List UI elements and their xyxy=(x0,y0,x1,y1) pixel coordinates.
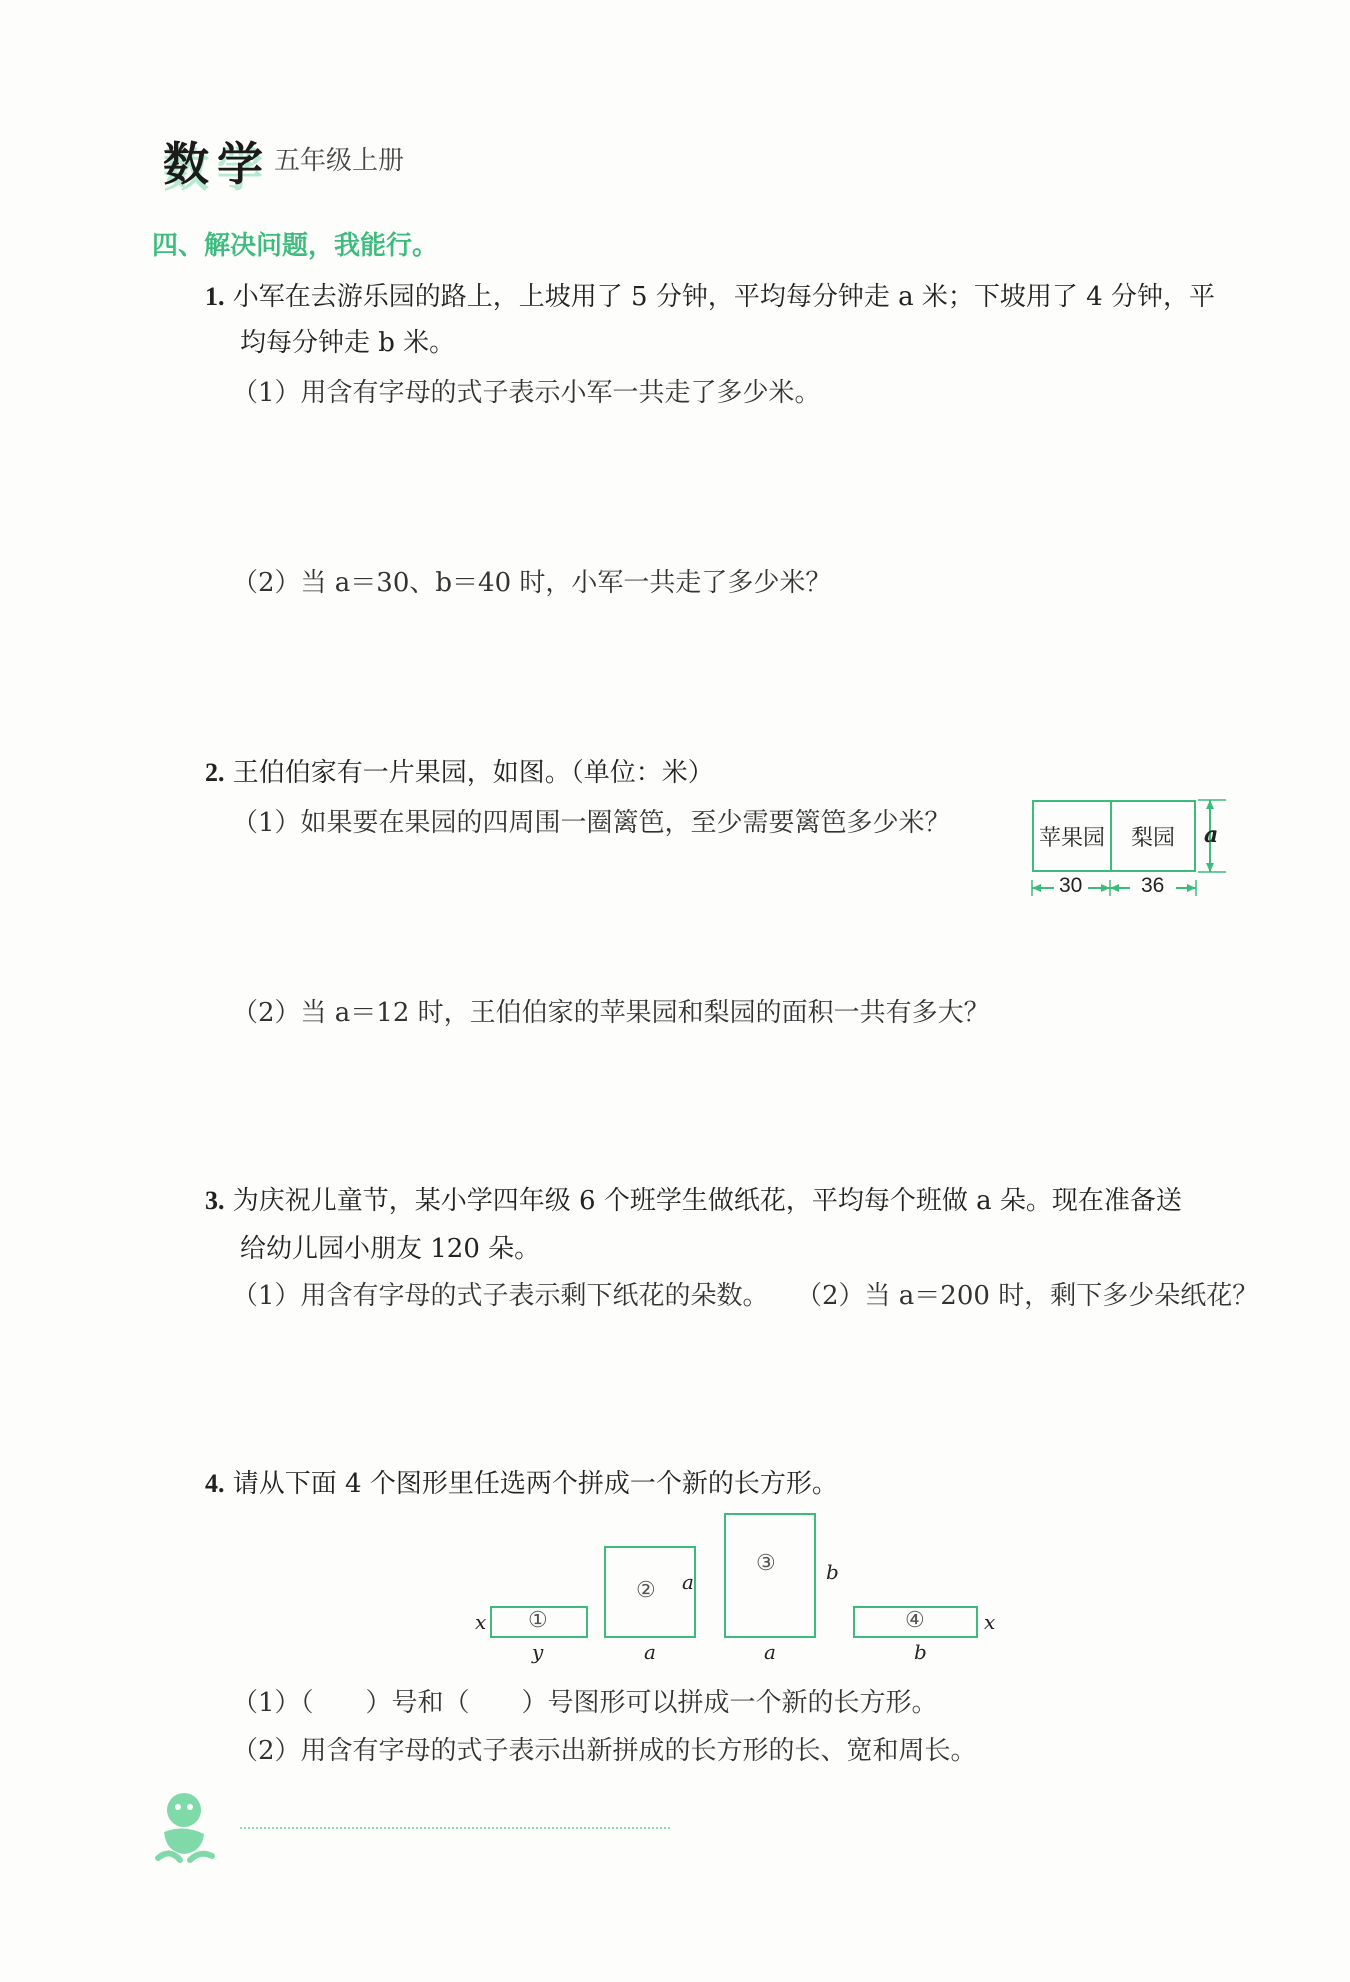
shape-4 xyxy=(853,1606,978,1638)
q3-sub2: （2）当 a＝200 时，剩下多少朵纸花？ xyxy=(796,1281,1259,1311)
shape-1-bottom-var: y xyxy=(532,1640,544,1664)
apple-width-label: 30 xyxy=(1059,874,1083,897)
shape-2-side-var: a xyxy=(682,1570,694,1594)
shape-2-bottom-var: a xyxy=(644,1640,656,1664)
q1-line2: 均每分钟走 b 米。 xyxy=(240,328,456,358)
q4-text-1: 请从下面 4 个图形里任选两个拼成一个新的长方形。 xyxy=(232,1469,838,1499)
shape-4-label: ④ xyxy=(905,1608,925,1633)
section-title: 四、解决问题，我能行。 xyxy=(152,231,439,261)
shape-4-side-var: x xyxy=(984,1610,996,1634)
shape-1-side-var: x xyxy=(475,1610,487,1634)
shape-3-label: ③ xyxy=(756,1551,776,1576)
q2-number: 2. xyxy=(205,758,225,787)
q1-number: 1. xyxy=(205,282,225,311)
q1-text-1: 小军在去游乐园的路上，上坡用了 5 分钟，平均每分钟走 a 米；下坡用了 4 分钟，平 xyxy=(232,282,1215,312)
q1-sub1: （1）用含有字母的式子表示小军一共走了多少米。 xyxy=(232,378,821,408)
pear-width-label: 36 xyxy=(1141,874,1165,897)
shape-2-label: ② xyxy=(636,1578,656,1603)
subject-title: 数学 xyxy=(163,137,271,191)
q1-line1 xyxy=(205,276,1215,313)
orchard-height-var: a xyxy=(1204,822,1219,848)
q3-line2: 给幼儿园小朋友 120 朵。 xyxy=(240,1234,541,1264)
grade-label: 五年级上册 xyxy=(274,146,405,176)
shape-4-bottom-var: b xyxy=(914,1640,927,1664)
shape-3 xyxy=(724,1513,816,1638)
q4-number: 4. xyxy=(205,1469,225,1498)
q4-sub1: （1）（ ）号和（ ）号图形可以拼成一个新的长方形。 xyxy=(232,1688,938,1718)
shape-3-side-var: b xyxy=(826,1560,839,1584)
q2-sub2: （2）当 a＝12 时，王伯伯家的苹果园和梨园的面积一共有多大？ xyxy=(232,998,990,1028)
q2-sub1: （1）如果要在果园的四周围一圈篱笆，至少需要篱笆多少米？ xyxy=(232,808,951,838)
pear-orchard-cell: 梨园 xyxy=(1110,800,1196,872)
q3-line1 xyxy=(205,1180,1182,1217)
q3-number: 3. xyxy=(205,1186,225,1215)
apple-orchard-cell: 苹果园 xyxy=(1032,800,1112,872)
q4-line1 xyxy=(205,1463,838,1500)
q1-sub2: （2）当 a＝30、b＝40 时，小军一共走了多少米？ xyxy=(232,568,832,598)
shape-1 xyxy=(490,1606,588,1638)
q2-line1 xyxy=(205,752,714,789)
q3-text-1: 为庆祝儿童节，某小学四年级 6 个班学生做纸花，平均每个班做 a 朵。现在准备送 xyxy=(232,1186,1182,1216)
mascot-icon xyxy=(150,1788,220,1866)
q2-text-1: 王伯伯家有一片果园，如图。（单位：米） xyxy=(232,758,714,788)
q4-sub2: （2）用含有字母的式子表示出新拼成的长方形的长、宽和周长。 xyxy=(232,1736,977,1766)
shape-3-bottom-var: a xyxy=(764,1640,776,1664)
shape-1-label: ① xyxy=(528,1608,548,1633)
footer-divider xyxy=(240,1827,670,1829)
q3-sub1: （1）用含有字母的式子表示剩下纸花的朵数。 xyxy=(232,1281,769,1311)
